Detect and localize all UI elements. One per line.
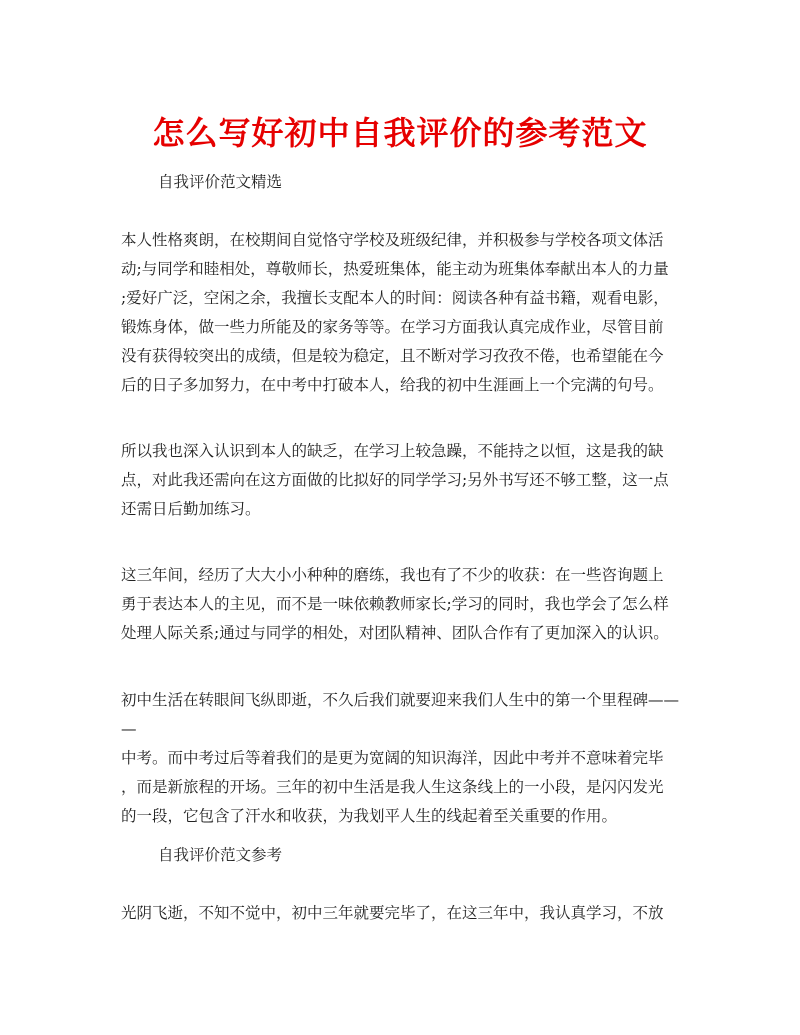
- paragraph-line: 本人性格爽朗，在校期间自觉恪守学校及班级纪律，并积极参与学校各项文体活: [121, 231, 664, 249]
- paragraph-line: 没有获得较突出的成绩，但是较为稳定，且不断对学习孜孜不倦，也希望能在今: [121, 347, 664, 365]
- paragraph-3: [121, 561, 681, 648]
- paragraph-line: 还需日后勤加练习。: [121, 500, 261, 518]
- paragraph-line: 点，对此我还需向在这方面做的比拟好的同学学习;另外书写还不够工整，这一点: [121, 471, 669, 489]
- paragraph-4: [121, 686, 681, 831]
- paragraph-line: 所以我也深入认识到本人的缺乏，在学习上较急躁，不能持之以恒，这是我的缺: [121, 442, 664, 460]
- paragraph-line: 后的日子多加努力，在中考中打破本人，给我的初中生涯画上一个完满的句号。: [121, 376, 664, 394]
- paragraph-line: 处理人际关系;通过与同学的相处，对团队精神、团队合作有了更加深入的认识。: [121, 624, 669, 642]
- paragraph-line: 这三年间，经历了大大小小种种的磨练，我也有了不少的收获：在一些咨询题上: [121, 566, 664, 584]
- paragraph-line: ，而是新旅程的开场。三年的初中生活是我人生这条线上的一小段，是闪闪发光: [121, 778, 664, 796]
- document-title: 怎么写好初中自我评价的参考范文: [152, 114, 648, 152]
- subtitle-essay-selection: 自我评价范文精选: [158, 173, 283, 191]
- paragraph-line: 勇于表达本人的主见，而不是一味依赖教师家长;学习的同时，我也学会了怎么样: [121, 595, 669, 613]
- subtitle-essay-reference: 自我评价范文参考: [158, 846, 283, 864]
- paragraph-2: [121, 437, 681, 524]
- paragraph-line: 锻炼身体，做一些力所能及的家务等等。在学习方面我认真完成作业，尽管目前: [121, 318, 664, 336]
- paragraph-line: 动;与同学和睦相处，尊敬师长，热爱班集体，能主动为班集体奉献出本人的力量: [121, 260, 669, 278]
- paragraph-5: [121, 899, 681, 928]
- paragraph-line: ;爱好广泛，空闲之余，我擅长支配本人的时间：阅读各种有益书籍，观看电影，: [121, 289, 669, 307]
- paragraph-line: 光阴飞逝，不知不觉中，初中三年就要完毕了，在这三年中，我认真学习，不放: [121, 904, 664, 922]
- paragraph-line: 中考。而中考过后等着我们的是更为宽阔的知识海洋，因此中考并不意味着完毕: [121, 749, 664, 767]
- paragraph-line: —: [121, 720, 137, 738]
- paragraph-line: 初中生活在转眼间飞纵即逝，不久后我们就要迎来我们人生中的第一个里程碑——: [121, 691, 680, 709]
- paragraph-1: [121, 226, 681, 400]
- paragraph-line: 的一段，它包含了汗水和收获，为我划平人生的线起着至关重要的作用。: [121, 807, 618, 825]
